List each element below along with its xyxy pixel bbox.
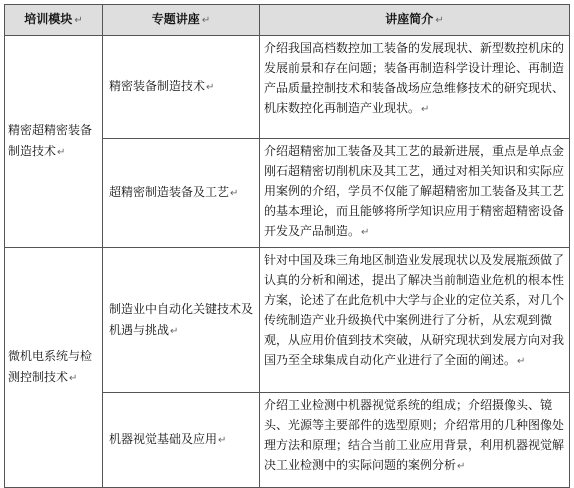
intro-cell: 针对中国及珠三角地区制造业发展现状以及发展瓶颈做了认真的分析和阐述，提出了解决当前制造业危机的根本性方案，论述了在此危机中大学与企业的定位关系，对几个传统制造产业升级换代中案例进行了分析，从宏观到微观，从应用价值到技术突破，从研究现状到发展方向对我国乃至全球集成自动化产业进行了全面的阐述。↵ [260,248,570,393]
paragraph-mark-icon: ↵ [57,147,66,158]
paragraph-mark-icon: ↵ [230,188,239,199]
module-cell: 精密超精密装备制造技术↵ [5,36,103,248]
paragraph-mark-icon: ↵ [201,15,211,26]
header-module: 培训模块 ↵ [5,5,103,36]
paragraph-mark-icon: ↵ [361,227,370,238]
paragraph-mark-icon: ↵ [421,104,430,115]
topic-cell: 机器视觉基础及应用↵ [103,393,260,488]
intro-cell: 介绍超精密加工装备及其工艺的最新进展，重点是单点金刚石超精密切削机床及其工艺，通过对相关知识和实际应用案例的介绍，学员不仅能了解超精密加工装备及其工艺的基本理论，而且能够将所学知识应用于精密超精密设备开发及产品制造。↵ [260,139,570,248]
document-page [4,4,570,488]
topic-cell: 超精密制造装备及工艺↵ [103,139,260,248]
intro-cell: 介绍工业检测中机器视觉系统的组成；介绍摄像头、镜头、光源等主要部件的选型原则；介绍常用的几种图像处理方法和原理；结合当前工业应用背景，利用机器视觉解决工业检测中的实际问题的案例分析↵ [260,393,570,488]
training-course-table [4,4,570,488]
header-topic: 专题讲座 ↵ [103,5,260,36]
paragraph-mark-icon: ↵ [206,82,215,93]
header-intro: 讲座简介 ↵ [260,5,570,36]
paragraph-mark-icon: ↵ [517,356,526,367]
paragraph-mark-icon: ↵ [435,15,444,26]
table-header-row [5,5,570,36]
table-row [5,248,570,393]
table-row [5,36,570,139]
intro-cell: 介绍我国高档数控加工装备的发展现状、新型数控机床的发展前景和存在问题；装备再制造科学设计理论、再制造产品质量控制技术和装备战场应急维修技术的研究现状、机床数控化再制造产业现状。↵ [260,36,570,139]
topic-cell: 制造业中自动化关键技术及机遇与挑战↵ [103,248,260,393]
module-cell: 微机电系统与检测控制技术↵ [5,248,103,488]
topic-cell: 精密装备制造技术↵ [103,36,260,139]
paragraph-mark-icon: ↵ [170,325,179,337]
paragraph-mark-icon: ↵ [457,461,466,472]
paragraph-mark-icon: ↵ [74,15,83,26]
paragraph-mark-icon: ↵ [69,373,78,384]
paragraph-mark-icon: ↵ [218,435,227,446]
